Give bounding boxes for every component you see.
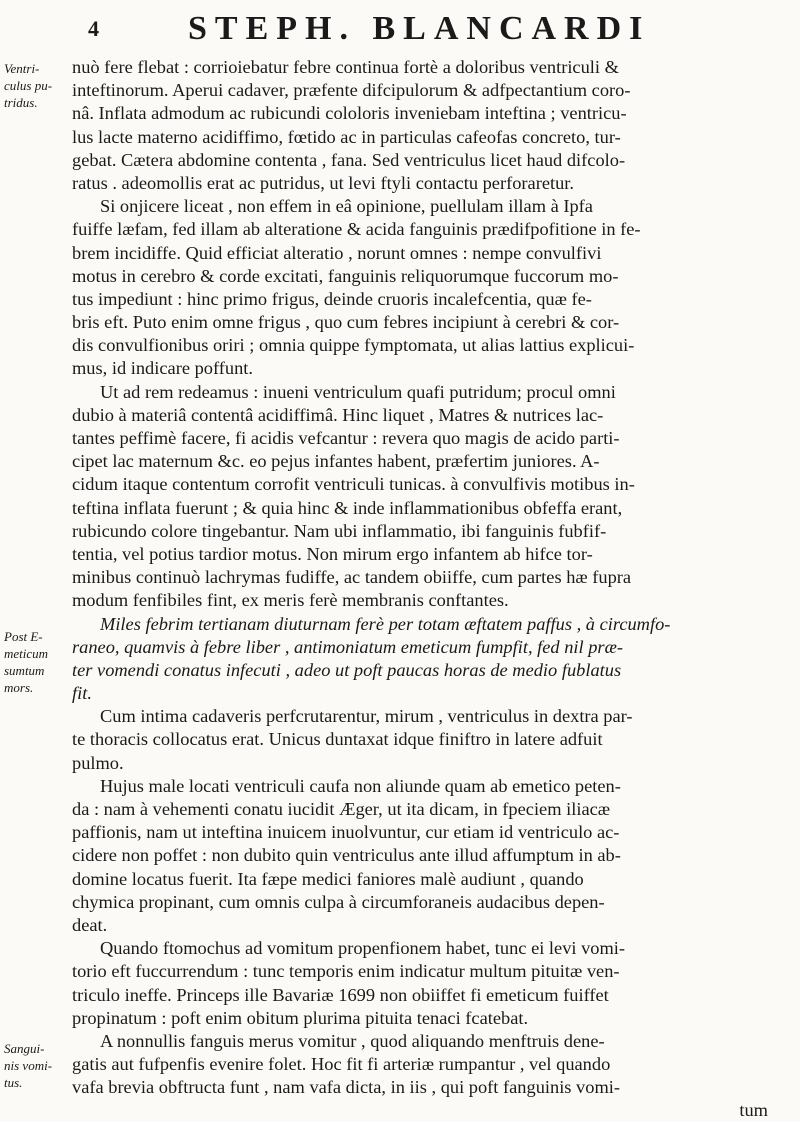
text-line: tus impediunt : hinc primo frigus, deinde cruoris incalefcentia, quæ fe- <box>72 288 592 309</box>
text-line: bris eft. Puto enim omne frigus , quo cum febres incipiunt à cerebri & cor- <box>72 312 620 333</box>
text-line: Hujus male locati ventriculi caufa non aliunde quam ab emetico peten- <box>100 775 621 796</box>
margin-note-text: Sangui- nis vomi- tus. <box>4 1041 53 1090</box>
text-line: gatis aut fufpenfis evenire folet. Hoc fit fi arteriæ rumpantur , vel quando <box>72 1054 611 1075</box>
text-line: tantes peffimè facere, fi acidis vefcantur : revera quo magis de acido parti- <box>72 428 620 448</box>
text-line: brem incidiffe. Quid efficiat alteratio , norunt omnes : nempe convulfivi <box>72 242 602 263</box>
margin-note-text: Post E- meticum sumtum mors. <box>4 629 49 695</box>
margin-note-emetic-death <box>4 628 62 696</box>
page-number: 4 <box>88 16 99 41</box>
text-line: fuiffe læfam, fed illam ab alteratione & acida fanguinis prædifpofitione in fe- <box>72 219 641 240</box>
text-line: mus, id indicare poffunt. <box>72 358 253 379</box>
page-header <box>70 10 770 56</box>
text-line: domine locatus fuerit. Ita fæpe medici faniores malè audiunt , quando <box>72 868 584 889</box>
text-line: tum <box>739 1100 768 1121</box>
text-line: Quando ftomochus ad vomitum propenfionem habet, tunc ei levi vomi- <box>100 938 626 959</box>
text-line: paffionis, nam ut inteftina inuicem inuolvuntur, cur etiam id ventriculo ac- <box>72 822 620 843</box>
text-line: modum fenfibiles fint, ex meris ferè membranis conftantes. <box>72 590 509 611</box>
text-line: triculo ineffe. Princeps ille Bavariæ 1699 non obiiffet fi emeticum fuiffet <box>72 984 609 1005</box>
text-line: dis convulfionibus oriri ; omnia quippe fymptomata, ut alias lattius explicui- <box>72 335 635 356</box>
text-line: pulmo. <box>72 752 124 773</box>
text-line: ratus . adeomollis erat ac putridus, ut levi ftyli contactu perforaretur. <box>72 172 574 193</box>
text-line: dubio à materiâ contentâ acidiffimâ. Hinc liquet , Matres & nutrices lac- <box>72 404 604 425</box>
text-line: propinatum : poft enim obitum plurima pituita tenaci fcatebat. <box>72 1007 529 1028</box>
text-line: torio eft fuccurrendum : tunc temporis enim indicatur multum pituitæ ven- <box>72 961 620 982</box>
running-head: STEPH. BLANCARDI <box>188 10 651 47</box>
text-line: Miles febrim tertianam diuturnam ferè per totam æftatem paffus , à circumfo- <box>100 613 671 634</box>
text-line: cipet lac maternum &c. eo pejus infantes habent, præfertim juniores. A- <box>72 451 600 472</box>
text-line: cidum itaque contentum corrofit ventriculi tunicas. à convulfivis motibus in- <box>72 474 635 495</box>
text-line: A nonnullis fanguis merus vomitur , quod aliquando menftruis dene- <box>100 1030 605 1051</box>
text-line: teftina inflata fuerunt ; & quia hinc & inde inflammationibus obfeffa erant, <box>72 497 623 518</box>
margin-note-putrid-stomach <box>4 60 62 111</box>
text-line: fit. <box>72 683 92 704</box>
text-line: inteftinorum. Aperui cadaver, præfente difcipulorum & adfpectantium coro- <box>72 80 631 101</box>
margin-note-text: Ventri- culus pu- tridus. <box>4 61 53 110</box>
text-line: te thoracis collocatus erat. Unicus duntaxat idque finiftro in latere adfuit <box>72 729 603 750</box>
text-line: chymica propinant, cum omnis culpa à circumforaneis audacibus depen- <box>72 891 605 912</box>
text-line: gebat. Cætera abdomine contenta , fana. Sed ventriculus licet haud difcolo- <box>72 149 626 170</box>
text-line: rubicundo colore tingebantur. Nam ubi inflammatio, ibi fanguinis fubfif- <box>72 520 607 541</box>
text-line: minibus continuò lachrymas fudiffe, ac tandem obiiffe, cum partes hæ fupra <box>72 567 632 588</box>
body-text <box>72 56 788 1123</box>
text-line: Ut ad rem redeamus : inueni ventriculum quafi putridum; procul omni <box>100 381 616 402</box>
text-line: nuò fere flebat : corrioiebatur febre continua fortè a doloribus ventriculi & <box>72 57 619 77</box>
text-line: vafa brevia obftructa funt , nam vafa dicta, in iis , qui poft fanguinis vomi- <box>72 1077 620 1098</box>
text-line: Si onjicere liceat , non effem in eâ opinione, puellulam illam à Ipfa <box>100 196 593 217</box>
text-line: cidere non poffet : non dubito quin ventriculus ante illud affumptum in ab- <box>72 845 621 866</box>
text-line: ter vomendi conatus infecuti , adeo ut poft paucas horas de medio fublatus <box>72 659 622 680</box>
text-line: motus in cerebro & corde excitati, fanguinis reliquorumque fuccorum mo- <box>72 265 619 286</box>
margin-note-blood-vomiting <box>4 1040 62 1091</box>
text-line: raneo, quamvis à febre liber , antimoniatum emeticum fumpfit, fed nil præ- <box>72 636 623 657</box>
text-line: Cum intima cadaveris perfcrutarentur, mirum , ventriculus in dextra par- <box>100 706 633 727</box>
text-line: deat. <box>72 914 108 935</box>
text-line: nâ. Inflata admodum ac rubicundi cololoris inveniebam inteftina ; ventricu- <box>72 103 627 124</box>
text-line: lus lacte materno acidiffimo, fœtido ac in particulas cafeofas concreto, tur- <box>72 126 621 147</box>
text-line: tentia, vel potius tardior motus. Non mirum ergo infantem ab hifce tor- <box>72 543 593 564</box>
text-line: da : nam à vehementi conatu iucidit Æger, ut ita dicam, in fpeciem iliacæ <box>72 799 611 819</box>
